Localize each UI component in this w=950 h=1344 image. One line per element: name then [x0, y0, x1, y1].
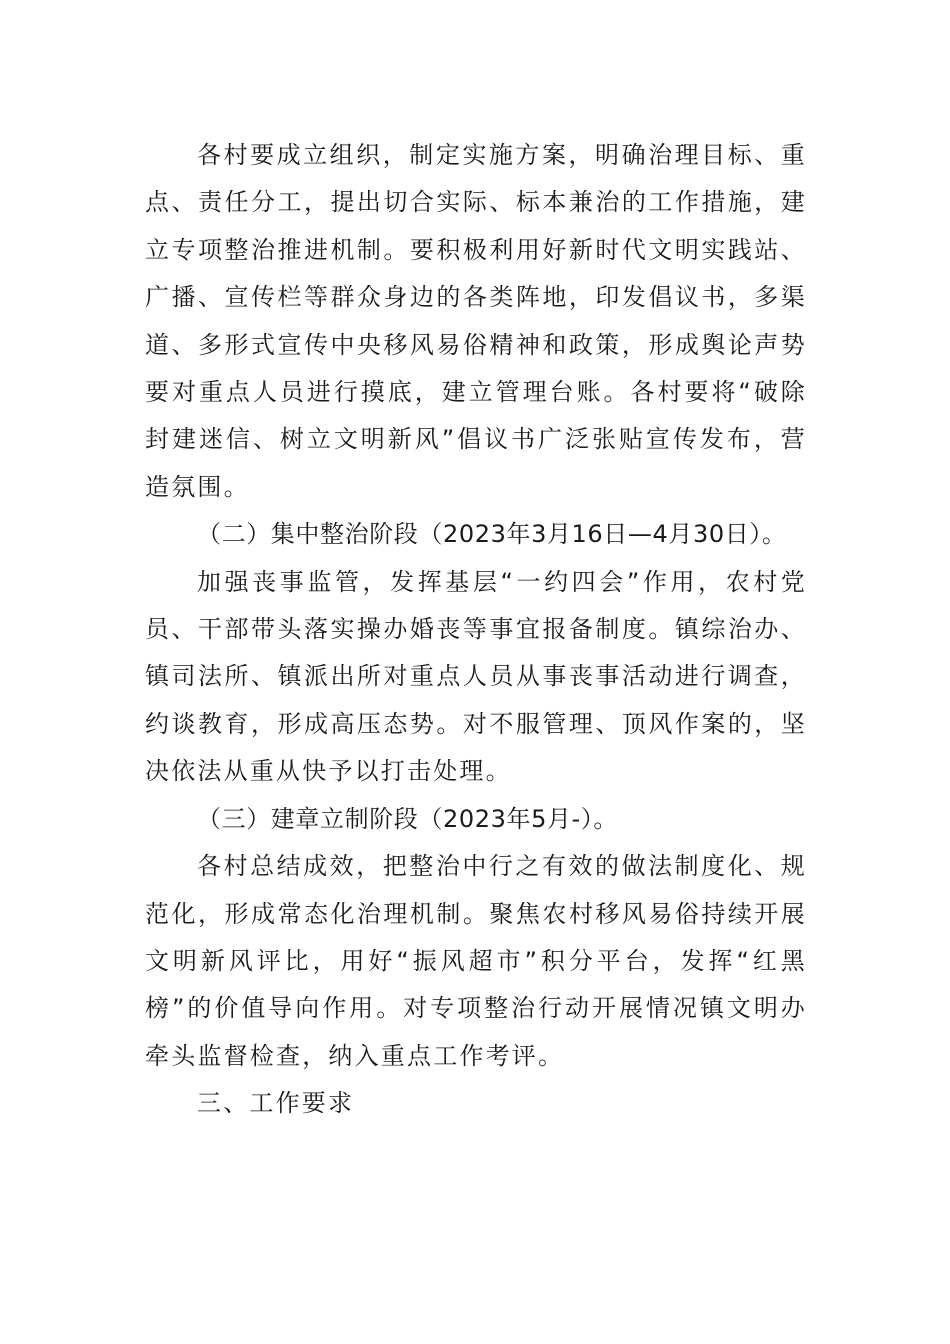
paragraph-summary-results: 各村总结成效，把整治中行之有效的做法制度化、规范化，形成常态化治理机制。聚焦农村移风易俗持续开展文明新风评比，用好“振风超市”积分平台，发挥“红黑榜”的价值导向作用。对专项整治行动开展情况镇文明办牵头监督检查，纳入重点工作考评。 [145, 852, 807, 1070]
paragraph-funeral-supervision: 加强丧事监管，发挥基层“一约四会”作用，农村党员、干部带头落实操办婚丧等事宜报备制度。镇综治办、镇司法所、镇派出所对重点人员从事丧事活动进行调查，约谈教育，形成高压态势。对不服管理、顶风作案的，坚决依法从重从快予以打击处理。 [145, 567, 807, 786]
subheading-institution-building: （三）建章立制阶段（2023年5月-）。 [197, 804, 619, 833]
document-page [145, 132, 807, 1128]
subheading-concentrated-rectification: （二）集中整治阶段（2023年3月16日—4月30日）。 [197, 520, 787, 549]
section-heading-work-requirements: 三、工作要求 [197, 1089, 355, 1118]
paragraph-preparation: 各村要成立组织，制定实施方案，明确治理目标、重点、责任分工，提出切合实际、标本兼治的工作措施，建立专项整治推进机制。要积极利用好新时代文明实践站、广播、宣传栏等群众身边的各类阵地，印发倡议书，多渠道、多形式宣传中央移风易俗精神和政策，形成舆论声势要对重点人员进行摸底，建立管理台账。各村要将“破除封建迷信、树立文明新风”倡议书广泛张贴宣传发布，营造氛围。 [145, 141, 807, 501]
